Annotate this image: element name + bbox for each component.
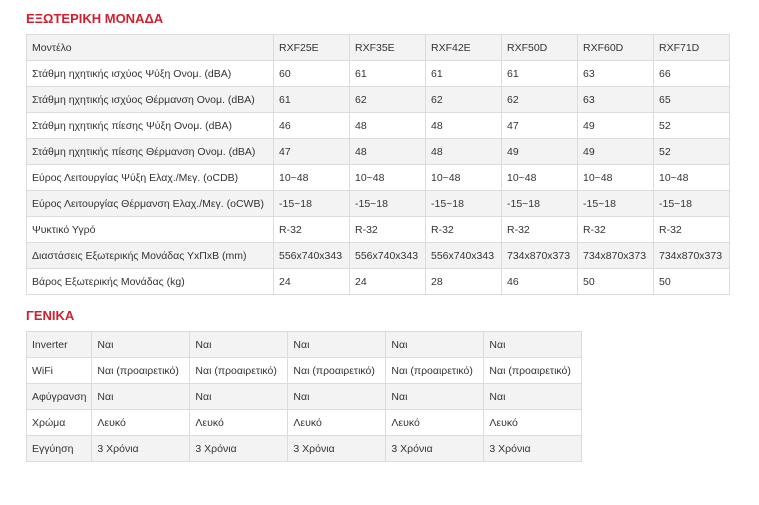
table-cell: 62 bbox=[426, 87, 502, 113]
table-cell: 46 bbox=[502, 269, 578, 295]
table-cell: 50 bbox=[578, 269, 654, 295]
row-label: Διαστάσεις Εξωτερικής Μονάδας ΥxΠxΒ (mm) bbox=[27, 243, 274, 269]
table-cell: Ναι bbox=[484, 332, 582, 358]
table-cell: -15~18 bbox=[426, 191, 502, 217]
table-cell: Λευκό bbox=[288, 410, 386, 436]
table-cell: 60 bbox=[274, 61, 350, 87]
table-cell: 28 bbox=[426, 269, 502, 295]
row-label: Χρώμα bbox=[27, 410, 92, 436]
general-table bbox=[26, 331, 582, 462]
table-row bbox=[27, 61, 730, 87]
table-cell: 3 Χρόνια bbox=[288, 436, 386, 462]
table-cell: 556x740x343 bbox=[426, 243, 502, 269]
table-row bbox=[27, 410, 582, 436]
table-cell: 61 bbox=[274, 87, 350, 113]
table-row bbox=[27, 113, 730, 139]
table-cell: -15~18 bbox=[502, 191, 578, 217]
table-cell: Λευκό bbox=[92, 410, 190, 436]
table-cell: R-32 bbox=[274, 217, 350, 243]
table-cell: 556x740x343 bbox=[350, 243, 426, 269]
table-row bbox=[27, 139, 730, 165]
table-cell: RXF60D bbox=[578, 35, 654, 61]
table-cell: RXF42E bbox=[426, 35, 502, 61]
table-cell: Λευκό bbox=[386, 410, 484, 436]
table-cell: Ναι bbox=[92, 384, 190, 410]
table-cell: 47 bbox=[502, 113, 578, 139]
row-label: Αφύγρανση bbox=[27, 384, 92, 410]
table-cell: 48 bbox=[350, 139, 426, 165]
table-row bbox=[27, 269, 730, 295]
table-cell: -15~18 bbox=[350, 191, 426, 217]
table-cell: R-32 bbox=[350, 217, 426, 243]
table-row bbox=[27, 384, 582, 410]
table-cell: 734x870x373 bbox=[578, 243, 654, 269]
table-cell: Ναι bbox=[288, 384, 386, 410]
table-cell: 10~48 bbox=[426, 165, 502, 191]
table-cell: Ναι bbox=[288, 332, 386, 358]
table-cell: -15~18 bbox=[274, 191, 350, 217]
table-cell: 24 bbox=[274, 269, 350, 295]
row-label: Μοντέλο bbox=[27, 35, 274, 61]
table-row bbox=[27, 217, 730, 243]
table-cell: Ναι bbox=[190, 332, 288, 358]
table-cell: Ναι bbox=[386, 384, 484, 410]
row-label: Ψυκτικό Υγρό bbox=[27, 217, 274, 243]
row-label: Βάρος Εξωτερικής Μονάδας (kg) bbox=[27, 269, 274, 295]
table-cell: 3 Χρόνια bbox=[92, 436, 190, 462]
table-cell: 62 bbox=[350, 87, 426, 113]
table-cell: -15~18 bbox=[654, 191, 730, 217]
table-cell: 49 bbox=[578, 113, 654, 139]
table-cell: Ναι (προαιρετικό) bbox=[386, 358, 484, 384]
table-cell: 49 bbox=[578, 139, 654, 165]
table-cell: Ναι bbox=[484, 384, 582, 410]
table-cell: Λευκό bbox=[484, 410, 582, 436]
table-cell: 61 bbox=[426, 61, 502, 87]
table-cell: 556x740x343 bbox=[274, 243, 350, 269]
table-cell: 10~48 bbox=[274, 165, 350, 191]
table-cell: 734x870x373 bbox=[502, 243, 578, 269]
table-cell: 52 bbox=[654, 139, 730, 165]
table-cell: 3 Χρόνια bbox=[386, 436, 484, 462]
table-row bbox=[27, 243, 730, 269]
table-cell: RXF71D bbox=[654, 35, 730, 61]
table-row bbox=[27, 87, 730, 113]
table-row bbox=[27, 332, 582, 358]
table-cell: Ναι bbox=[386, 332, 484, 358]
table-cell: 66 bbox=[654, 61, 730, 87]
row-label: Εύρος Λειτουργίας Θέρμανση Ελαχ./Μεγ. (oCWB) bbox=[27, 191, 274, 217]
row-label: Inverter bbox=[27, 332, 92, 358]
table-cell: 63 bbox=[578, 87, 654, 113]
table-cell: R-32 bbox=[502, 217, 578, 243]
table-cell: Ναι bbox=[190, 384, 288, 410]
table-cell: 3 Χρόνια bbox=[190, 436, 288, 462]
table-cell: 65 bbox=[654, 87, 730, 113]
table-cell: 61 bbox=[502, 61, 578, 87]
table-cell: 10~48 bbox=[654, 165, 730, 191]
table-cell: R-32 bbox=[426, 217, 502, 243]
table-cell: 734x870x373 bbox=[654, 243, 730, 269]
table-cell: RXF35E bbox=[350, 35, 426, 61]
row-label: Στάθμη ηχητικής ισχύος Θέρμανση Ονομ. (dBA) bbox=[27, 87, 274, 113]
table-cell: Ναι bbox=[92, 332, 190, 358]
table-cell: R-32 bbox=[654, 217, 730, 243]
table-cell: 47 bbox=[274, 139, 350, 165]
table-row bbox=[27, 165, 730, 191]
row-label: Στάθμη ηχητικής πίεσης Θέρμανση Ονομ. (dBA) bbox=[27, 139, 274, 165]
table-cell: 3 Χρόνια bbox=[484, 436, 582, 462]
table-cell: 48 bbox=[426, 139, 502, 165]
table-row bbox=[27, 191, 730, 217]
table-cell: R-32 bbox=[578, 217, 654, 243]
table-row bbox=[27, 358, 582, 384]
table-cell: 48 bbox=[350, 113, 426, 139]
table-cell: 46 bbox=[274, 113, 350, 139]
table-cell: Ναι (προαιρετικό) bbox=[484, 358, 582, 384]
table-cell: 10~48 bbox=[350, 165, 426, 191]
table-row bbox=[27, 35, 730, 61]
table-cell: 52 bbox=[654, 113, 730, 139]
table-cell: RXF50D bbox=[502, 35, 578, 61]
outdoor-unit-table bbox=[26, 34, 730, 295]
table-row bbox=[27, 436, 582, 462]
row-label: Εύρος Λειτουργίας Ψύξη Ελαχ./Μεγ. (oCDB) bbox=[27, 165, 274, 191]
table-cell: RXF25E bbox=[274, 35, 350, 61]
table-cell: 49 bbox=[502, 139, 578, 165]
row-label: Εγγύηση bbox=[27, 436, 92, 462]
table-cell: Ναι (προαιρετικό) bbox=[190, 358, 288, 384]
table-cell: 50 bbox=[654, 269, 730, 295]
table-cell: 24 bbox=[350, 269, 426, 295]
table-cell: 10~48 bbox=[578, 165, 654, 191]
table-cell: Ναι (προαιρετικό) bbox=[92, 358, 190, 384]
outdoor-unit-heading: ΕΞΩΤΕΡΙΚΗ ΜΟΝΑΔΑ bbox=[26, 11, 164, 26]
table-cell: 10~48 bbox=[502, 165, 578, 191]
general-heading: ΓΕΝΙΚΑ bbox=[26, 308, 75, 323]
table-cell: 63 bbox=[578, 61, 654, 87]
table-cell: 48 bbox=[426, 113, 502, 139]
table-cell: -15~18 bbox=[578, 191, 654, 217]
table-cell: 61 bbox=[350, 61, 426, 87]
table-cell: 62 bbox=[502, 87, 578, 113]
row-label: Στάθμη ηχητικής ισχύος Ψύξη Ονομ. (dBA) bbox=[27, 61, 274, 87]
row-label: Στάθμη ηχητικής πίεσης Ψύξη Ονομ. (dBA) bbox=[27, 113, 274, 139]
row-label: WiFi bbox=[27, 358, 92, 384]
table-cell: Λευκό bbox=[190, 410, 288, 436]
table-cell: Ναι (προαιρετικό) bbox=[288, 358, 386, 384]
